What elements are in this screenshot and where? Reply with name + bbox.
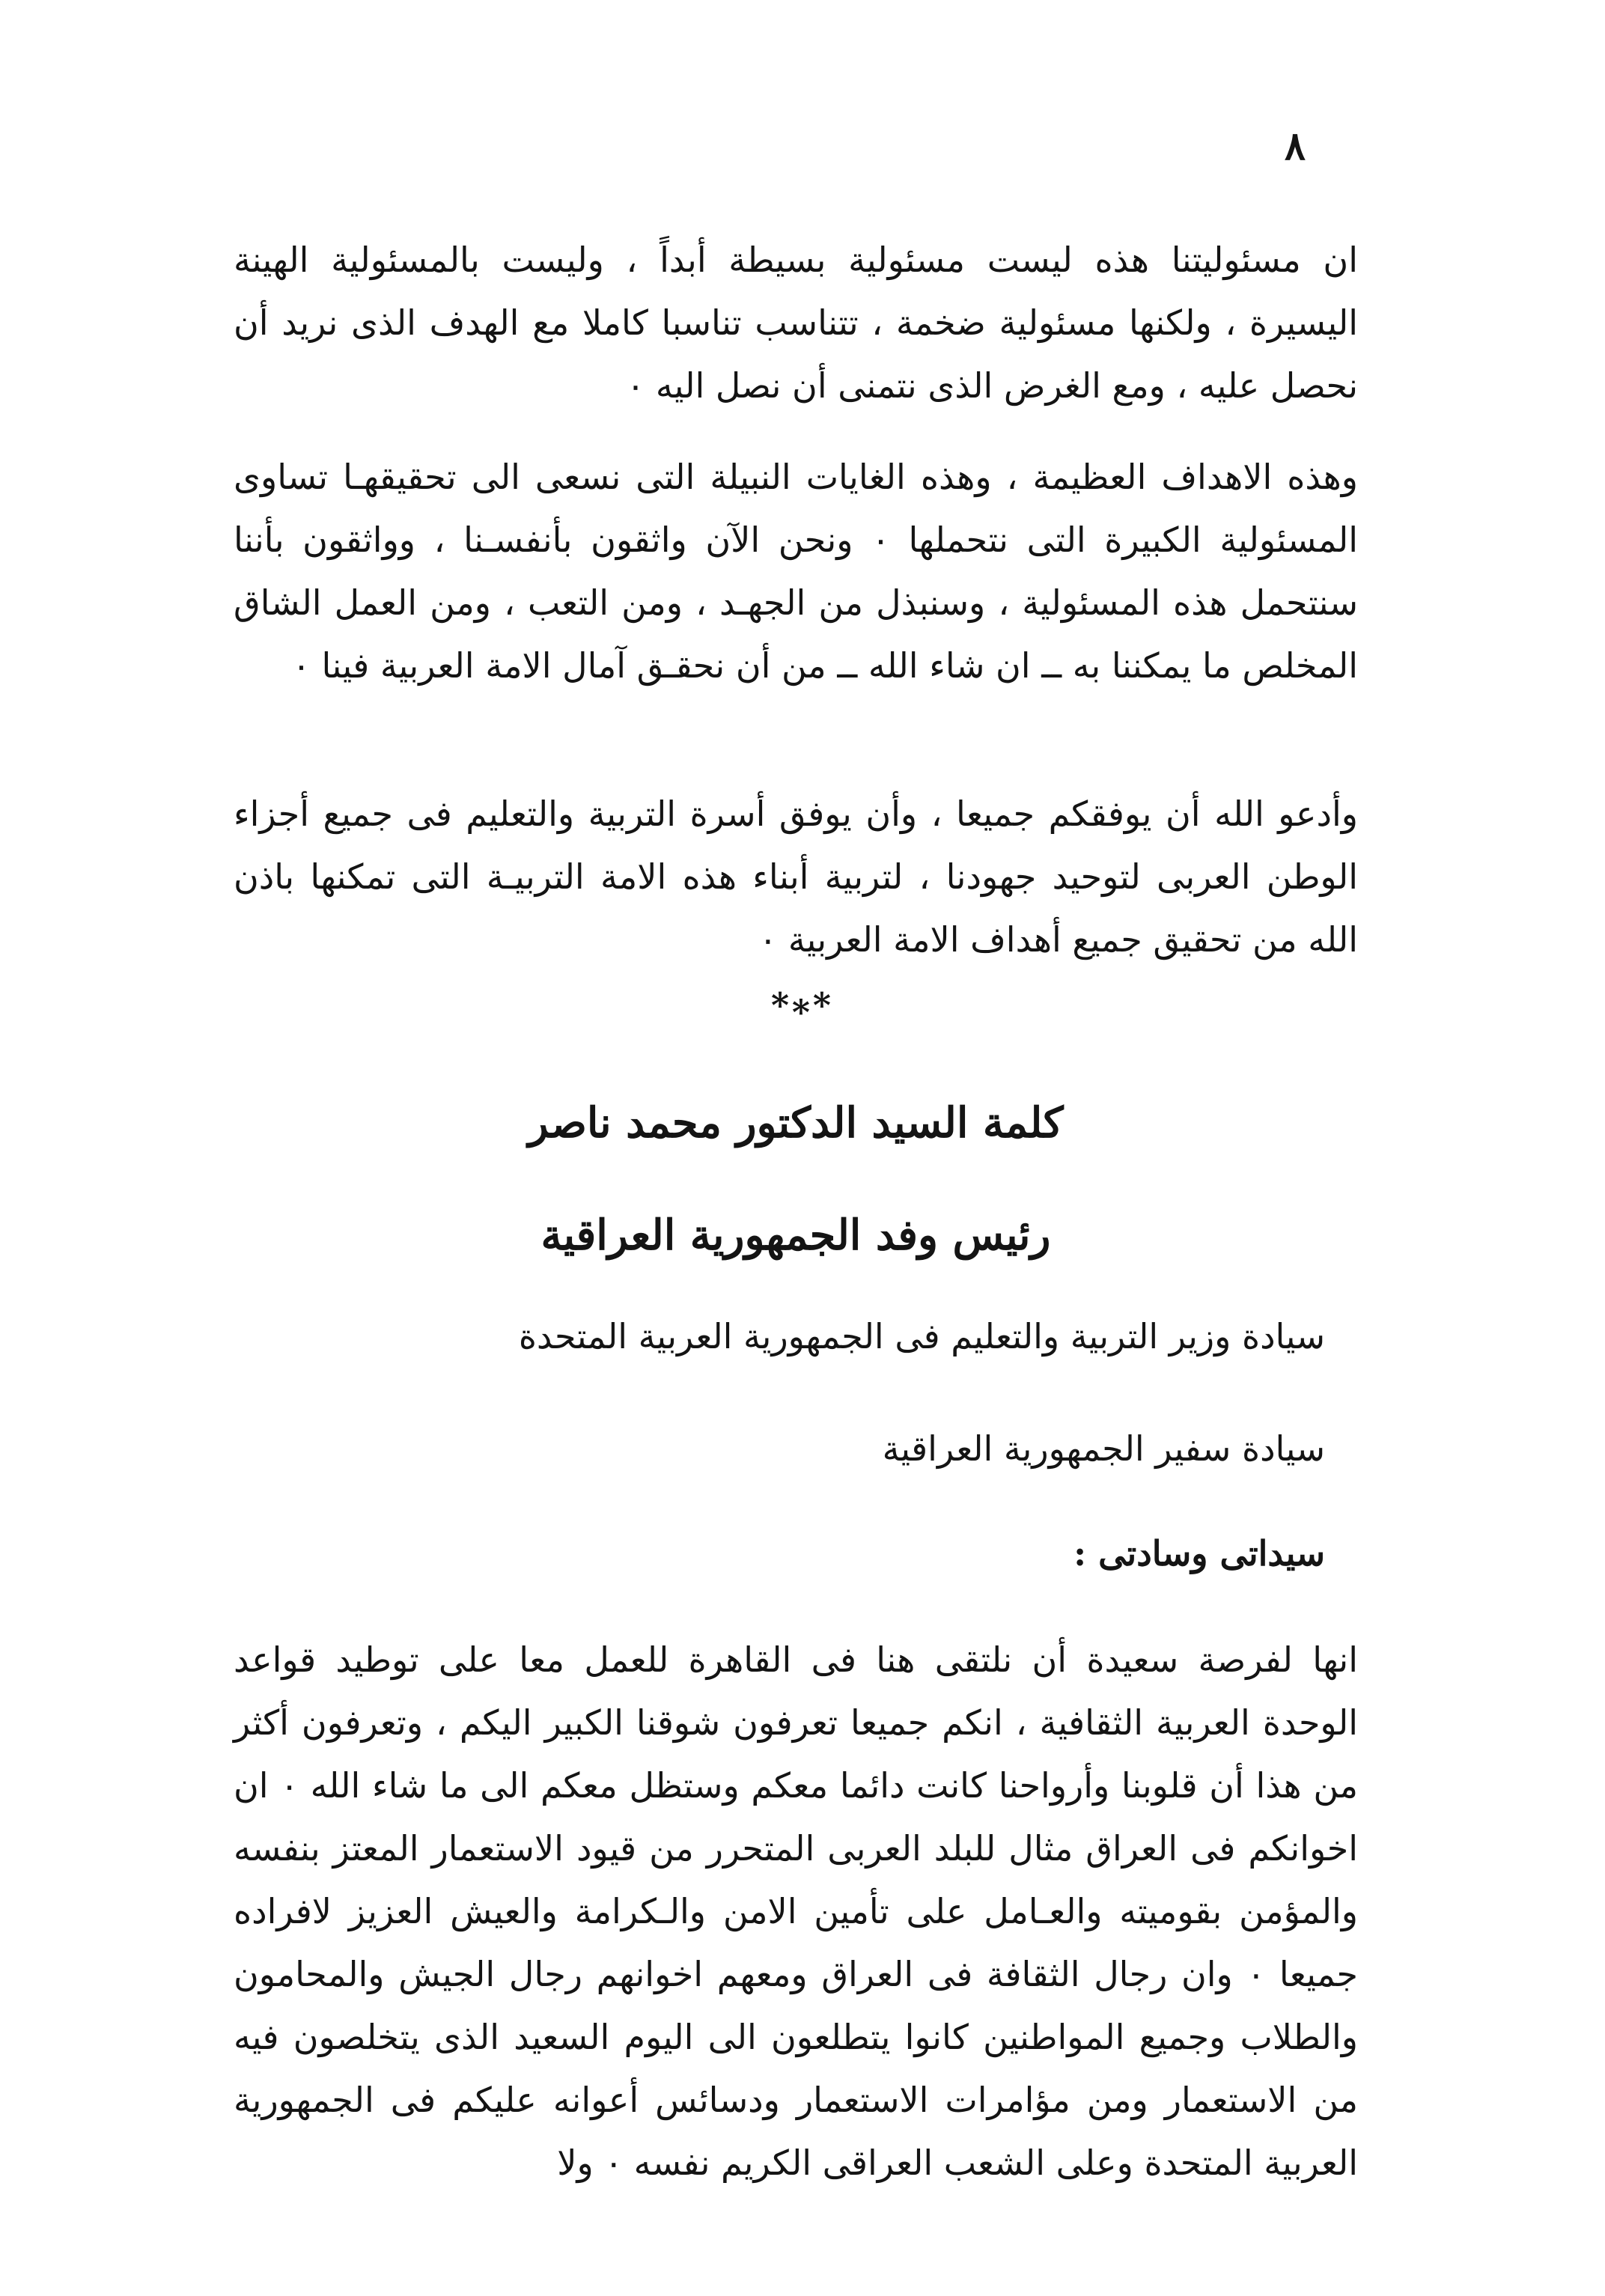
salutation-audience: سيداتى وسادتى : xyxy=(1073,1533,1325,1574)
salutation-minister: سيادة وزير التربية والتعليم فى الجمهورية العربية المتحدة xyxy=(518,1316,1325,1356)
paragraph-prayer: وأدعو الله أن يوفقكم جميعا ، وأن يوفق أسرة التربية والتعليم فى جميع أجزاء الوطن العربى لتوحيد جهودنا ، لتربية أبناء هذه الامة التربيـة التى تمكنها باذن الله من تحقيق جميع أهداف الامة العربية ٠ xyxy=(234,794,1358,960)
speaker-title-heading: رئيس وفد الجمهورية العراقية xyxy=(540,1211,1051,1260)
salutation-ambassador: سيادة سفير الجمهورية العراقية xyxy=(882,1428,1325,1469)
speech-heading: كلمة السيد الدكتور محمد ناصر xyxy=(528,1098,1064,1148)
paragraph-responsibility: ان مسئوليتنا هذه ليست مسئولية بسيطة أبداً ، وليست بالمسئولية الهينة اليسيرة ، ولكنها مسئولية ضخمة ، تتناسب تناسبا كاملا مع الهدف الذى نريد أن نحصل عليه ، ومع الغرض الذى نتمنى أن نصل اليه ٠ xyxy=(234,240,1358,406)
paragraph-goals: وهذه الاهداف العظيمة ، وهذه الغايات النبيلة التى نسعى الى تحقيقهـا تساوى المسئولية الكبيرة التى نتحملها ٠ ونحن الآن واثقون بأنفسـنا ، وواثقون بأننا سنتحمل هذه المسئولية ، وسنبذل من الجهـد ، ومن التعب ، ومن العمل الشاق المخلص ما يمكننا به ــ ان شاء الله ــ من أن نحقـق آمال الامة العربية فينا ٠ xyxy=(234,457,1358,686)
paragraph-speech-body: انها لفرصة سعيدة أن نلتقى هنا فى القاهرة للعمل معا على توطيد قواعد الوحدة العربية الثقافية ، انكم جميعا تعرفون شوقنا الكبير اليكم ، وتعرفون أكثر من هذا أن قلوبنا وأرواحنا كانت دائما معكم وستظل معكم الى ما شاء الله ٠ ان اخوانكم فى العراق مثال للبلد العربى المتحرر من قيود الاستعمار المعتز بنفسه والمؤمن بقوميته والعـامل على تأمين الامن والـكرامة والعيش العزيز لافراده جميعا ٠ وان رجال الثقافة فى العراق ومعهم اخوانهم رجال الجيش والمحامون والطلاب وجميع المواطنين كانوا يتطلعون الى اليوم السعيد الذى يتخلصون فيه من الاستعمار ومن مؤامرات الاستعمار ودسائس أعوانه عليكم فى الجمهورية العربية المتحدة وعلى الشعب العراقى الكريم نفسه ٠ ولا xyxy=(234,1639,1358,2183)
asterisk-divider: *∗* xyxy=(771,985,831,1026)
page-number: ٨ xyxy=(1285,124,1306,169)
